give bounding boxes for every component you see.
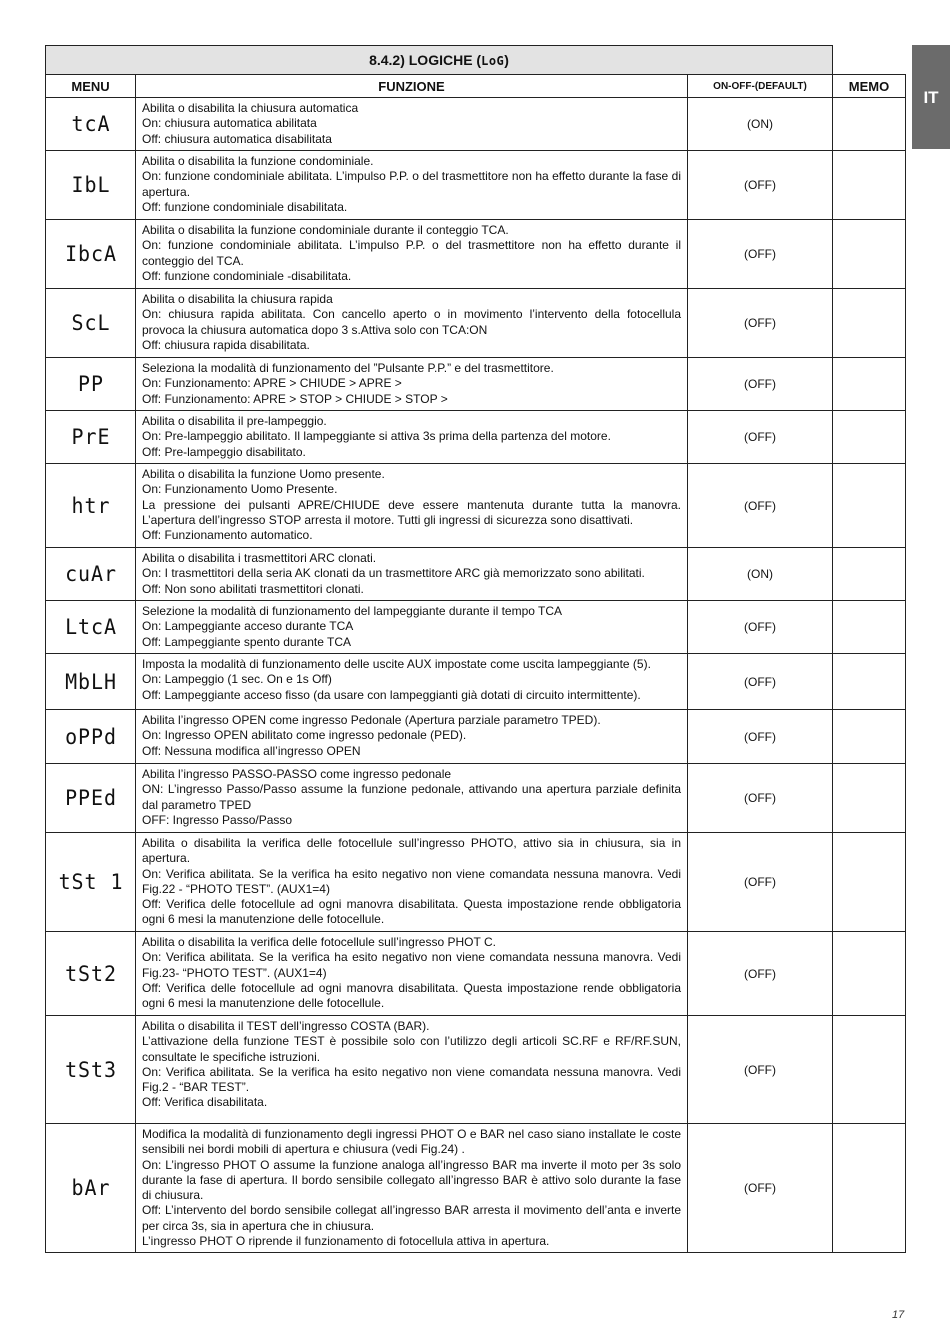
description-line: On: I trasmettitori della seria AK clonati da un trasmettitore ARC già memorizzato sono abilitati.	[142, 566, 645, 581]
table-row	[46, 411, 906, 464]
description-line: Abilita o disabilita la verifica delle fotocellule sull’ingresso PHOT C.	[142, 935, 496, 949]
memo-cell[interactable]	[833, 289, 906, 358]
function-description	[136, 411, 688, 464]
table-row	[46, 464, 906, 548]
description-line: On: Funzionamento Uomo Presente.	[142, 482, 338, 497]
description-line: Abilita o disabilita il TEST dell’ingresso COSTA (BAR).	[142, 1019, 430, 1033]
default-value: (OFF)	[688, 833, 833, 932]
table-row	[46, 151, 906, 220]
description-line: Abilita o disabilita la funzione condominiale.	[142, 154, 374, 168]
default-value: (OFF)	[688, 220, 833, 289]
description-line: Off: Nessuna modifica all’ingresso OPEN	[142, 743, 361, 758]
description-line: Seleziona la modalità di funzionamento del ”Pulsante P.P.” e del trasmettitore.	[142, 361, 554, 375]
menu-code: htr	[48, 464, 134, 548]
default-value: (OFF)	[688, 932, 833, 1016]
description-line: Abilita o disabilita i trasmettitori ARC clonati.	[142, 551, 377, 565]
description-line: On: Verifica abilitata. Se la verifica ha esito negativo non viene comandata nessuna manovra. Vedi Fig.2 - “BAR TEST”.	[142, 1064, 681, 1095]
table-row	[46, 98, 906, 151]
function-description	[136, 1016, 688, 1124]
description-line: OFF: Ingresso Passo/Passo	[142, 812, 293, 827]
description-line: Modifica la modalità di funzionamento degli ingressi PHOT O e BAR nel caso siano installate le coste sensibili nei bordi mobili di apertura e chiusura (vedi Fig.24) .	[142, 1127, 681, 1157]
table-row	[46, 1124, 906, 1253]
menu-code: tSt 1	[48, 833, 134, 932]
description-line: Off: chiusura automatica disabilitata	[142, 131, 332, 146]
memo-cell[interactable]	[833, 411, 906, 464]
default-value: (OFF)	[688, 289, 833, 358]
title-close: )	[504, 52, 509, 68]
description-line: On: funzione condominiale abilitata. L’impulso P.P. o del trasmettitore non ha effetto durante la fase di apertura.	[142, 169, 681, 199]
default-value: (OFF)	[688, 1124, 833, 1253]
description-line: Off: funzione condominiale disabilitata.	[142, 199, 348, 214]
description-line: Off: Pre-lampeggio disabilitato.	[142, 444, 306, 459]
function-description	[136, 151, 688, 220]
default-value: (OFF)	[688, 358, 833, 411]
menu-code: tSt2	[48, 932, 134, 1016]
memo-cell[interactable]	[833, 932, 906, 1016]
menu-code: PP	[48, 358, 134, 411]
memo-cell[interactable]	[833, 151, 906, 220]
description-line: Off: Lampeggiante acceso fisso (da usare con lampeggianti già dotati di circuito intermittente).	[142, 687, 641, 702]
table-row	[46, 1016, 906, 1124]
default-value: (OFF)	[688, 411, 833, 464]
function-description	[136, 654, 688, 710]
table-row	[46, 764, 906, 833]
default-value: (OFF)	[688, 764, 833, 833]
function-description	[136, 710, 688, 764]
description-line: On: Verifica abilitata. Se la verifica ha esito negativo non viene comandata nessuna manovra. Vedi Fig.23- “PHOTO TEST”. (AUX1=4)	[142, 950, 681, 980]
default-value: (OFF)	[688, 710, 833, 764]
description-line: Imposta la modalità di funzionamento delle uscite AUX impostate come uscita lampeggiante (5).	[142, 657, 651, 671]
menu-code: tcA	[48, 98, 134, 151]
description-line: On: Pre-lampeggio abilitato. Il lampeggiante si attiva 3s prima della partenza del motore.	[142, 429, 611, 444]
menu-code: cuAr	[48, 548, 134, 601]
description-line: Abilita o disabilita la chiusura rapida	[142, 292, 333, 306]
table-row	[46, 654, 906, 710]
menu-code: ScL	[48, 289, 134, 358]
description-line: Abilita o disabilita la chiusura automatica	[142, 101, 359, 115]
description-line: ON: L’ingresso Passo/Passo assume la funzione pedonale, attivando una apertura parziale definita dal parametro TPED	[142, 782, 681, 812]
description-line: On: Lampeggiante acceso durante TCA	[142, 619, 354, 634]
memo-cell[interactable]	[833, 601, 906, 654]
default-value: (OFF)	[688, 151, 833, 220]
memo-cell[interactable]	[833, 220, 906, 289]
description-line: Abilita o disabilita la funzione condominiale durante il conteggio TCA.	[142, 223, 509, 237]
description-line: On: Funzionamento: APRE > CHIUDE > APRE >	[142, 376, 402, 391]
menu-code: tSt3	[48, 1016, 134, 1124]
table-title	[46, 46, 833, 75]
table-row	[46, 358, 906, 411]
description-line: On: Verifica abilitata. Se la verifica ha esito negativo non viene comandata nessuna manovra. Vedi Fig.22 - “PHOTO TEST”. (AUX1=4)	[142, 866, 681, 896]
header-memo: MEMO	[833, 75, 906, 98]
description-line: L’ingresso PHOT O riprende il funzionamento di fotocellula attiva in apertura.	[142, 1234, 550, 1249]
menu-code: oPPd	[48, 710, 134, 764]
function-description	[136, 833, 688, 932]
description-line: Off: funzione condominiale -disabilitata.	[142, 268, 352, 283]
menu-code: PrE	[48, 411, 134, 464]
default-value: (OFF)	[688, 1016, 833, 1124]
title-blank-cell	[833, 46, 906, 75]
language-tab	[912, 45, 950, 149]
title-text: 8.4.2) LOGICHE (	[369, 52, 482, 68]
description-line: On: Ingresso OPEN abilitato come ingresso pedonale (PED).	[142, 728, 467, 743]
description-line: Abilita l’ingresso PASSO-PASSO come ingresso pedonale	[142, 767, 452, 781]
default-value: (OFF)	[688, 601, 833, 654]
menu-code: IbL	[48, 151, 134, 220]
table-row	[46, 548, 906, 601]
description-line: Off: Verifica disabilitata.	[142, 1095, 268, 1110]
menu-code: LtcA	[48, 601, 134, 654]
memo-cell[interactable]	[833, 833, 906, 932]
description-line: On: chiusura rapida abilitata. Con cancello aperto o in movimento l’intervento della fotocellula provoca la chiusura automatica dopo 3 s.Attiva solo con TCA:ON	[142, 307, 681, 337]
memo-cell[interactable]	[833, 464, 906, 548]
title-code: LoG	[481, 54, 505, 68]
memo-cell[interactable]	[833, 764, 906, 833]
header-funzione: FUNZIONE	[136, 75, 688, 98]
description-line: Off: Non sono abilitati trasmettitori clonati.	[142, 581, 364, 596]
table-row	[46, 289, 906, 358]
description-line: On: chiusura automatica abilitata	[142, 116, 317, 131]
table-row	[46, 932, 906, 1016]
function-description	[136, 220, 688, 289]
function-description	[136, 932, 688, 1016]
description-line: La pressione dei pulsanti APRE/CHIUDE deve essere mantenuta durante tutta la manovra. L’apertura dell’ingresso STOP arresta il motore. Tutti gli ingressi di sicurezza sono disattivati.	[142, 497, 681, 527]
menu-code: MbLH	[48, 654, 134, 710]
page-number: 17	[892, 1309, 905, 1321]
description-line: Off: Lampeggiante spento durante TCA	[142, 634, 352, 649]
description-line: Abilita l’ingresso OPEN come ingresso Pedonale (Apertura parziale parametro TPED).	[142, 713, 601, 727]
description-line: Selezione la modalità di funzionamento del lampeggiante durante il tempo TCA	[142, 604, 563, 618]
default-value: (OFF)	[688, 654, 833, 710]
memo-cell[interactable]	[833, 1124, 906, 1253]
default-value: (OFF)	[688, 464, 833, 548]
function-description	[136, 289, 688, 358]
default-value: (ON)	[688, 548, 833, 601]
description-line: On: Lampeggio (1 sec. On e 1s Off)	[142, 672, 332, 687]
language-label: IT	[923, 88, 939, 107]
memo-cell[interactable]	[833, 548, 906, 601]
table-row	[46, 220, 906, 289]
table-row	[46, 601, 906, 654]
description-line: Off: Verifica delle fotocellule ad ogni manovra disabilitata. Questa impostazione rende obbligatoria ogni 6 mesi la manutenzione delle fotocellule.	[142, 897, 681, 927]
default-value: (ON)	[688, 98, 833, 151]
function-description	[136, 601, 688, 654]
header-default: ON-OFF-(DEFAULT)	[688, 75, 833, 98]
memo-cell[interactable]	[833, 710, 906, 764]
function-description	[136, 464, 688, 548]
menu-code: PPEd	[48, 764, 134, 833]
description-line: Off: L’intervento del bordo sensibile collegat all’ingresso BAR arresta il movimento dell’anta e inverte per circa 3s, sia in apertura che in chiusura.	[142, 1203, 681, 1233]
memo-cell[interactable]	[833, 98, 906, 151]
description-line: Abilita o disabilita la verifica delle fotocellule sull’ingresso PHOTO, attivo sia in chiusura, sia in apertura.	[142, 836, 681, 866]
table-row	[46, 833, 906, 932]
description-line: Off: Verifica delle fotocellule ad ogni manovra disabilitata. Questa impostazione rende obbligatoria ogni 6 mesi la manutenzione delle fotocellule.	[142, 980, 681, 1011]
logiche-table	[45, 45, 906, 1253]
function-description	[136, 1124, 688, 1253]
description-line: Off: Funzionamento: APRE > STOP > CHIUDE > STOP >	[142, 391, 448, 406]
description-line: Off: Funzionamento automatico.	[142, 528, 313, 543]
menu-code: IbcA	[48, 220, 134, 289]
memo-cell[interactable]	[833, 654, 906, 710]
function-description	[136, 358, 688, 411]
memo-cell[interactable]	[833, 1016, 906, 1124]
memo-cell[interactable]	[833, 358, 906, 411]
description-line: Off: chiusura rapida disabilitata.	[142, 337, 310, 352]
function-description	[136, 548, 688, 601]
description-line: L’attivazione della funzione TEST è possibile solo con l’utilizzo degli articoli SC.RF e RF/RF.SUN, consultate le specifiche istruzioni.	[142, 1034, 681, 1064]
description-line: On: L’ingresso PHOT O assume la funzione analoga all’ingresso BAR ma inverte il moto per 3s solo durante la fase di apertura. Il bordo sensibile collegato all’ingresso BAR è attivo solo durante la fase di chiusura.	[142, 1157, 681, 1203]
header-row	[46, 75, 906, 98]
description-line: Abilita o disabilita il pre-lampeggio.	[142, 414, 327, 428]
table-row	[46, 710, 906, 764]
function-description	[136, 764, 688, 833]
menu-code: bAr	[48, 1124, 134, 1253]
description-line: On: funzione condominiale abilitata. L’impulso P.P. o del trasmettitore non ha effetto durante il conteggio del TCA.	[142, 238, 681, 268]
description-line: Abilita o disabilita la funzione Uomo presente.	[142, 467, 385, 481]
function-description	[136, 98, 688, 151]
header-menu: MENU	[46, 75, 136, 98]
